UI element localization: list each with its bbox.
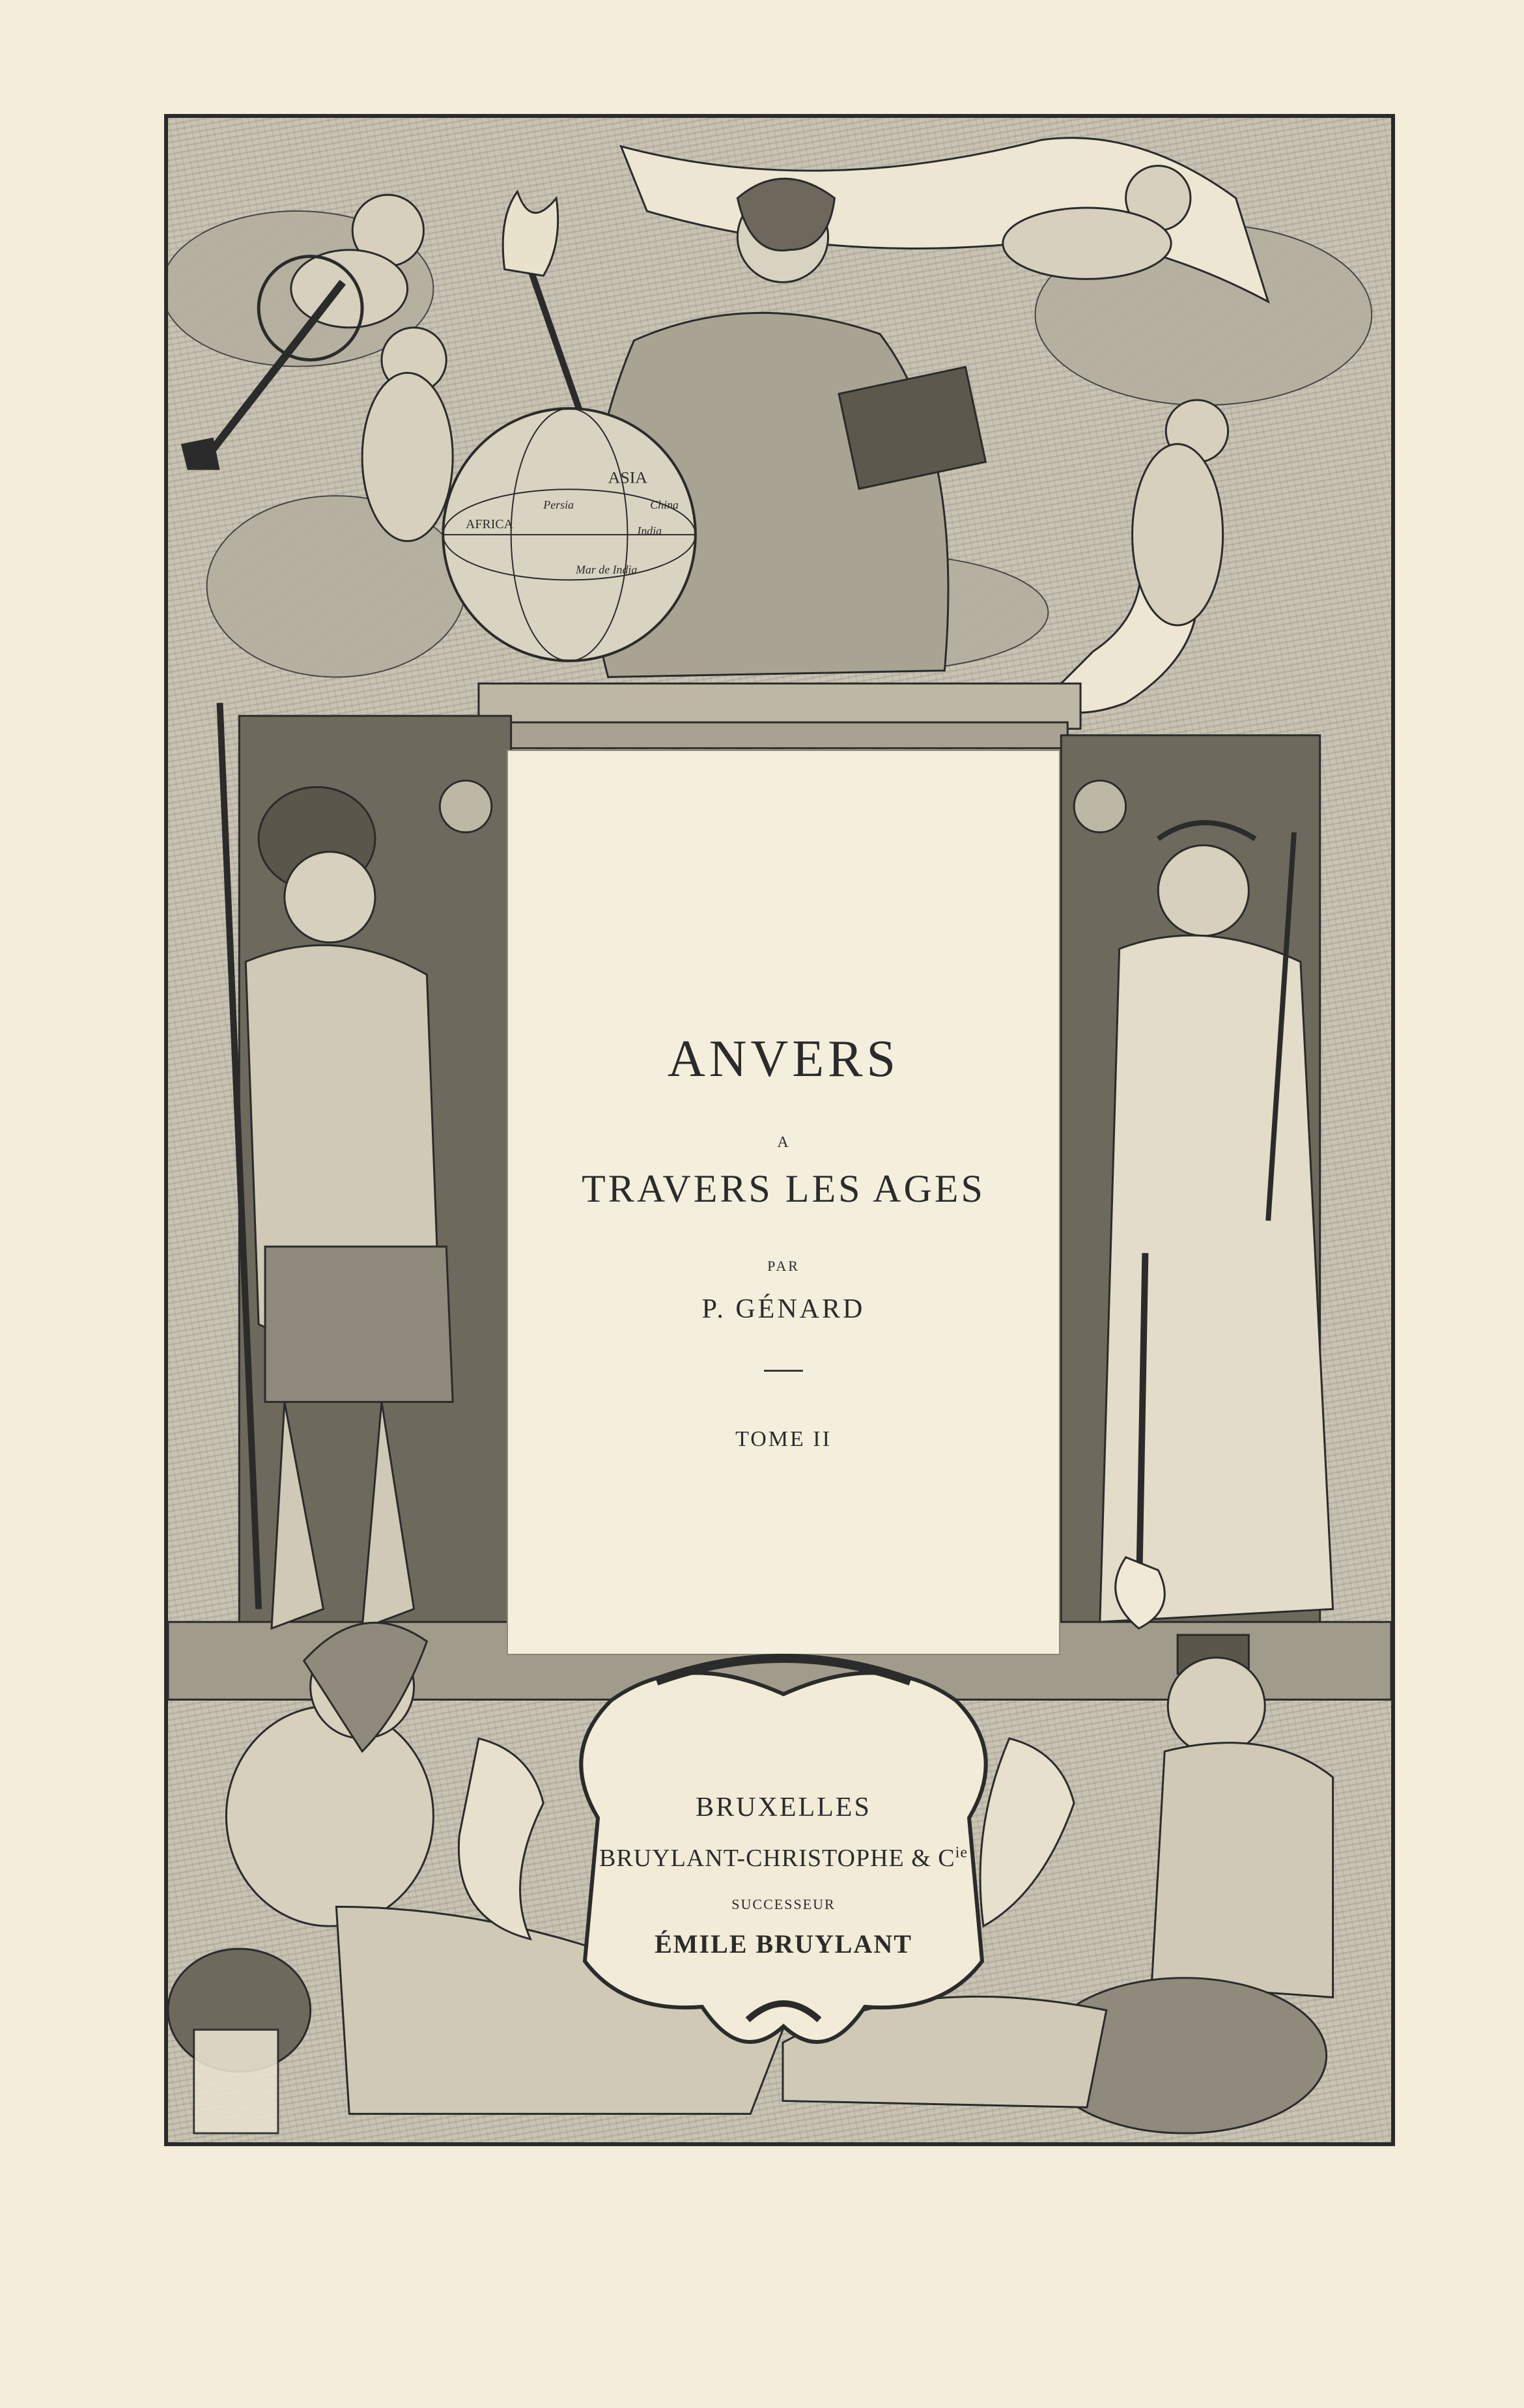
title-panel [507, 750, 1060, 1655]
book-subtitle: TRAVERS LES AGES [582, 1167, 985, 1210]
publisher-name: BRUYLANT-CHRISTOPHE & C [599, 1845, 955, 1872]
globe-label-sea: Mar de India [576, 563, 638, 576]
globe-label-asia: ASIA [608, 468, 647, 487]
volume-label: TOME II [735, 1427, 832, 1451]
imprint-city: BRUXELLES [696, 1792, 871, 1822]
book-title: ANVERS [667, 1030, 900, 1088]
torch [503, 191, 582, 418]
author-name: P. GÉNARD [701, 1294, 866, 1324]
publisher-superscript: ie [955, 1844, 968, 1862]
title-connector: A [777, 1134, 790, 1151]
globe [443, 408, 696, 661]
successor-name: ÉMILE BRUYLANT [655, 1929, 912, 1959]
globe-label-africa: AFRICA [466, 517, 513, 531]
engraved-title-plate [164, 114, 1395, 2146]
divider-rule [764, 1370, 803, 1372]
imprint-publisher [552, 1844, 1015, 1873]
successor-label: SUCCESSEUR [731, 1896, 836, 1912]
globe-label-india: India [637, 524, 662, 537]
globe-label-china: China [650, 498, 679, 512]
by-label: PAR [767, 1258, 800, 1274]
globe-label-persia: Persia [543, 498, 574, 512]
imprint-cartouche [552, 1622, 1015, 2078]
